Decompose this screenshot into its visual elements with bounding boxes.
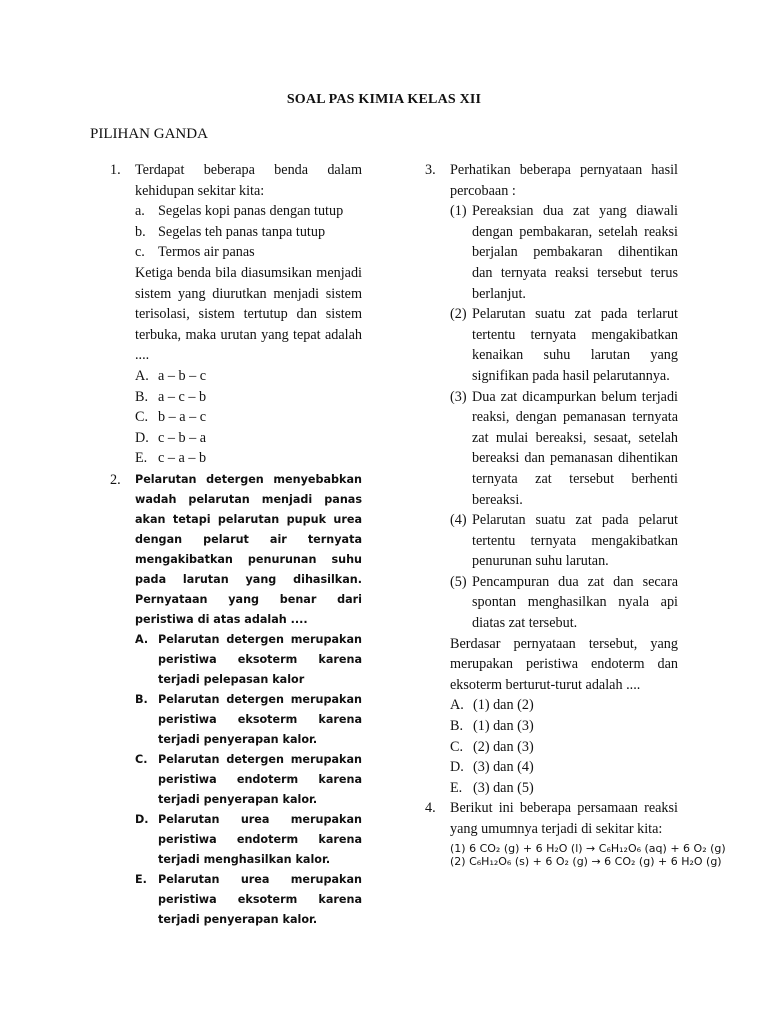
chemical-equation: (2) C₆H₁₂O₆ (s) + 6 O₂ (g) → 6 CO₂ (g) + 6 H₂O (g) — [450, 854, 722, 868]
question-1 — [110, 160, 362, 469]
answer-option — [450, 695, 678, 716]
option-text: a – b – c — [158, 367, 207, 384]
statement-text: Pelarutan suatu zat pada terlarut tertentu ternyata mengakibatkan kenaikan suhu larutan yang signifikan pada hasil pelarutannya. — [472, 306, 678, 384]
option-text: (3) dan (4) — [473, 759, 534, 776]
answer-option — [450, 757, 678, 778]
answer-option — [135, 387, 362, 408]
answer-option — [135, 630, 362, 690]
option-text: (1) dan (2) — [473, 697, 534, 714]
section-heading: PILIHAN GANDA — [90, 126, 208, 142]
question-2 — [110, 470, 362, 930]
list-item — [135, 222, 362, 243]
item-label: b. — [135, 223, 146, 240]
option-label: D. — [135, 812, 149, 826]
option-label: B. — [450, 718, 464, 735]
question-stem: Berdasar pernyataan tersebut, yang merupakan peristiwa endoterm dan eksoterm berturut-turut adalah .... — [450, 635, 678, 693]
answer-option — [450, 737, 678, 758]
list-item — [135, 242, 362, 263]
option-text: (3) dan (5) — [473, 779, 534, 796]
option-label: A. — [450, 697, 464, 714]
statement-label: (5) — [450, 573, 467, 590]
answer-option — [135, 690, 362, 750]
question-stem: Pelarutan detergen menyebabkan wadah pelarutan menjadi panas akan tetapi pelarutan pupuk urea dengan pelarut air ternyata mengakibatkan penurunan suhu pada larutan yang dihasilkan. Pernyataan yang benar dari peristiwa di atas adalah .... — [135, 472, 362, 626]
option-text: (2) dan (3) — [473, 738, 534, 755]
statement-text: Dua zat dicampurkan belum terjadi reaksi, dengan pemanasan ternyata zat mulai bereaksi, sesaat, setelah bereaksi dan pemanasan dihentikan ternyata zat tersebut berhenti bereaksi. — [472, 388, 678, 508]
statement-item — [450, 304, 678, 386]
statement-label: (2) — [450, 306, 467, 323]
option-label: E. — [450, 779, 463, 796]
statement-label: (4) — [450, 512, 467, 529]
statement-text: Pencampuran dua zat dan secara spontan menghasilkan nyala api diatas zat tersebut. — [472, 573, 678, 632]
option-label: C. — [135, 409, 149, 426]
statement-text: Pelarutan suatu zat pada pelarut tertentu ternyata mengakibatkan penurunan suhu larutan. — [472, 512, 678, 570]
answer-option — [450, 716, 678, 737]
option-text: (1) dan (3) — [473, 718, 534, 735]
statement-item — [450, 510, 678, 572]
statement-item — [450, 201, 678, 304]
chemical-equation: (1) 6 CO₂ (g) + 6 H₂O (l) → C₆H₁₂O₆ (aq) + 6 O₂ (g) — [450, 841, 726, 855]
list-item — [135, 201, 362, 222]
question-intro: Perhatikan beberapa pernyataan hasil percobaan : — [450, 162, 678, 199]
option-text: Pelarutan urea merupakan peristiwa endoterm karena terjadi menghasilkan kalor. — [158, 812, 362, 866]
answer-option — [135, 407, 362, 428]
item-text: Termos air panas — [158, 244, 255, 261]
option-text: Pelarutan urea merupakan peristiwa eksoterm karena terjadi penyerapan kalor. — [158, 872, 362, 926]
item-label: a. — [135, 203, 145, 220]
question-number: 1. — [110, 162, 121, 178]
item-label: c. — [135, 244, 145, 261]
answer-option — [135, 810, 362, 870]
statement-item — [450, 387, 678, 511]
equation-list — [450, 841, 726, 868]
answer-option — [135, 870, 362, 930]
option-label: D. — [450, 759, 464, 776]
option-label: A. — [135, 632, 149, 646]
option-label: D. — [135, 429, 149, 446]
option-text: Pelarutan detergen merupakan peristiwa eksoterm karena terjadi pelepasan kalor — [158, 632, 362, 686]
option-label: E. — [135, 450, 148, 467]
question-number: 2. — [110, 471, 121, 488]
question-intro: Terdapat beberapa benda dalam kehidupan sekitar kita: — [135, 162, 362, 199]
option-label: A. — [135, 367, 149, 384]
option-label: E. — [135, 872, 147, 886]
option-label: C. — [135, 752, 148, 766]
statement-label: (1) — [450, 203, 467, 220]
left-column — [110, 160, 362, 930]
statement-label: (3) — [450, 388, 467, 405]
option-text: c – a – b — [158, 450, 207, 467]
right-column — [425, 160, 726, 868]
question-number: 3. — [425, 162, 436, 178]
option-text: c – b – a — [158, 429, 207, 446]
question-number: 4. — [425, 800, 436, 817]
option-text: Pelarutan detergen merupakan peristiwa endoterm karena terjadi penyerapan kalor. — [158, 752, 362, 806]
statement-item — [450, 572, 678, 634]
option-text: Pelarutan detergen merupakan peristiwa eksoterm karena terjadi penyerapan kalor. — [158, 692, 362, 746]
item-text: Segelas teh panas tanpa tutup — [158, 223, 326, 240]
option-label: C. — [450, 738, 464, 755]
question-intro: Berikut ini beberapa persamaan reaksi yang umumnya terjadi di sekitar kita: — [450, 800, 678, 837]
statement-text: Pereaksian dua zat yang diawali dengan pembakaran, setelah reaksi berjalan pembakaran dihentikan dan ternyata reaksi tersebut terus berlanjut. — [472, 203, 678, 302]
answer-option — [135, 366, 362, 387]
answer-option — [135, 428, 362, 449]
question-4 — [425, 798, 726, 868]
page-title: SOAL PAS KIMIA KELAS XII — [286, 92, 482, 107]
option-label: B. — [135, 388, 149, 405]
answer-option — [135, 448, 362, 469]
question-3 — [425, 160, 678, 798]
answer-option — [450, 778, 678, 799]
option-label: B. — [135, 692, 148, 706]
question-stem: Ketiga benda bila diasumsikan menjadi sistem yang diurutkan menjadi sistem terisolasi, sistem tertutup dan sistem terbuka, maka urutan yang tepat adalah .... — [135, 264, 362, 364]
option-text: b – a – c — [158, 409, 207, 426]
item-text: Segelas kopi panas dengan tutup — [158, 203, 344, 220]
answer-option — [135, 750, 362, 810]
option-text: a – c – b — [158, 388, 207, 405]
